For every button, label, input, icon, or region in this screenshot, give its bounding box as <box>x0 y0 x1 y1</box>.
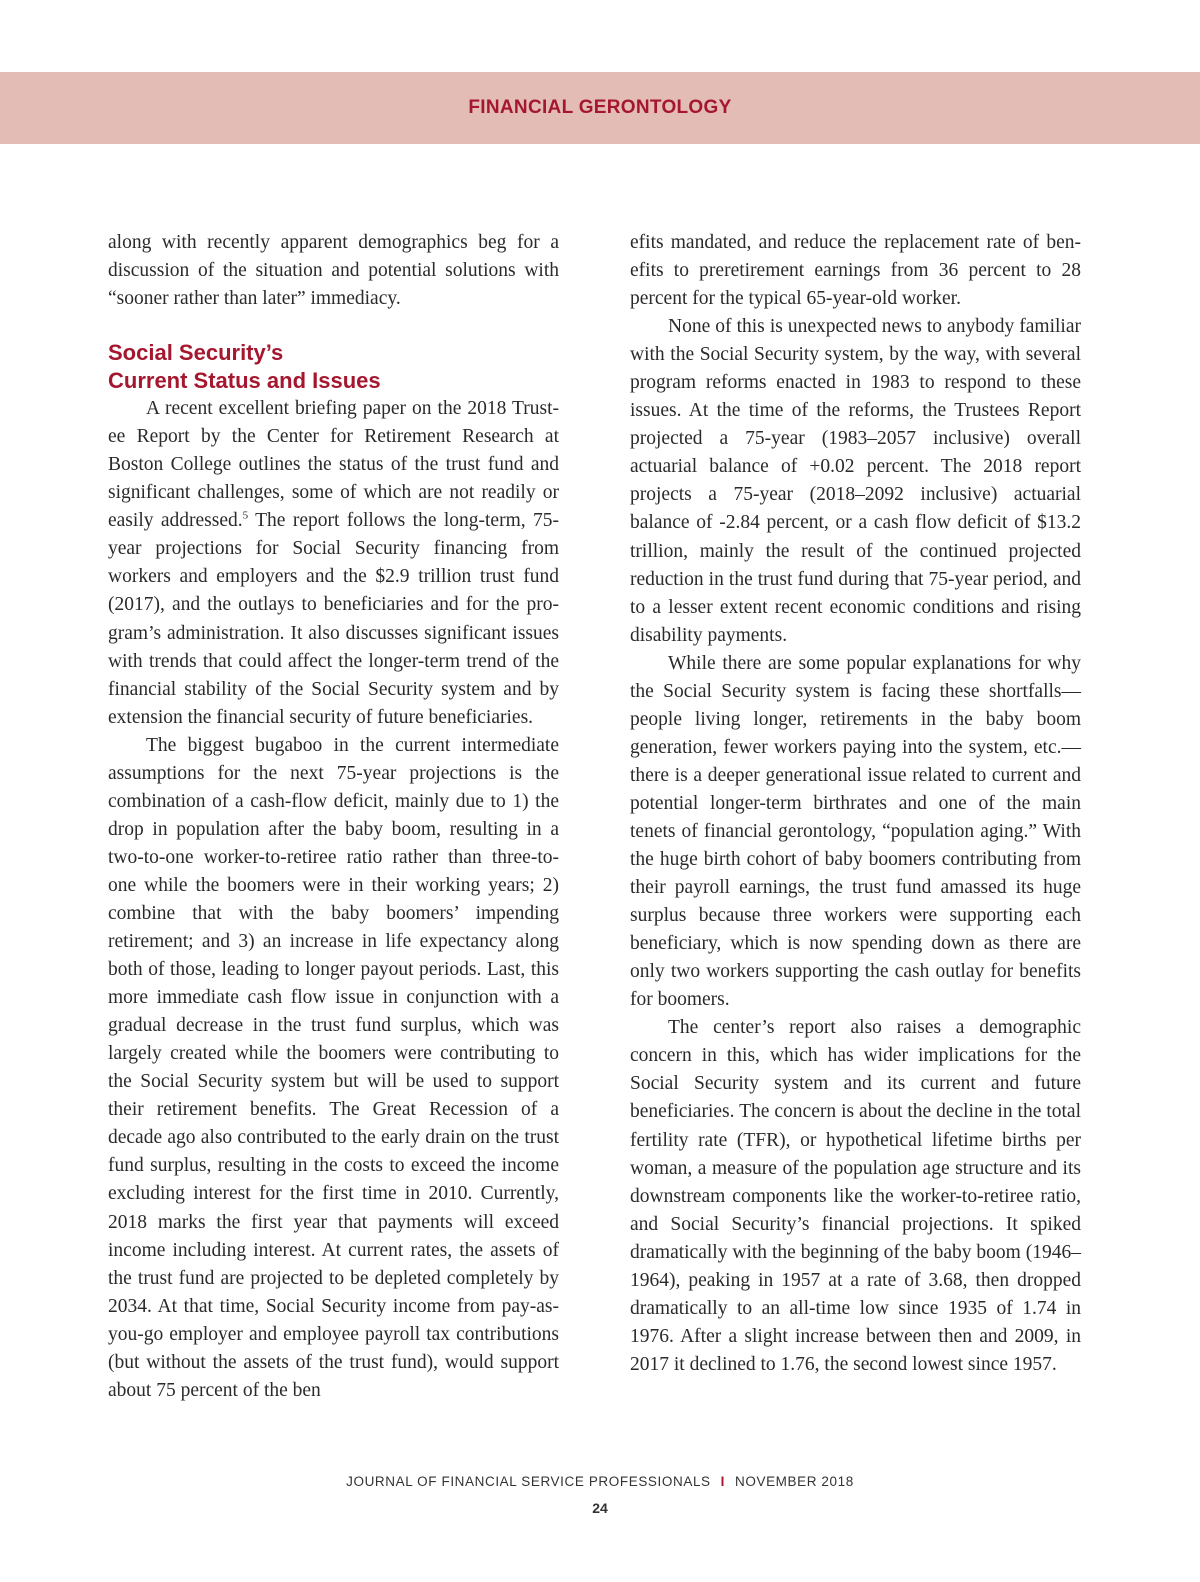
header-banner <box>0 72 1200 144</box>
section-heading-line2: Current Status and Issues <box>108 368 381 394</box>
footnote-reference: 5 <box>242 509 249 522</box>
page-footer <box>0 1474 1200 1489</box>
section-heading-line1: Social Security’s <box>108 340 284 366</box>
section-title: FINANCIAL GERONTOLOGY <box>468 97 732 118</box>
body-paragraph-5: The center’s report also raises a demographic concern in this, which has wider implications for the Social Security system and its current and future beneficiaries. The concern is about the decline in the total fertility rate (TFR), or hypothetical lifetime births per woman, a measure of the population age structure and its downstream components like the worker-to-retiree ratio, and Social Security’s financial projections. It spiked dramatically with the beginning of the baby boom (1946–1964), peaking in 1957 at a rate of 3.68, then dropped dramatically to an all-time low since 1935 of 1.74 in 1976. After a slight increase between then and 2009, in 2017 it declined to 1.76, the second lowest since 1957. <box>630 1017 1081 1375</box>
journal-name: JOURNAL OF FINANCIAL SERVICE PROFESSIONALS <box>346 1474 711 1489</box>
body-paragraph-continued: efits mandated, and reduce the replacement rate of benefits to preretirement earnings from 36 percent to 28 percent for the typical 65-year-old worker. <box>630 232 1081 310</box>
body-paragraph-3: None of this is unexpected news to anybody familiar with the Social Security system, by the way, with several program reforms enacted in 1983 to respond to these issues. At the time of the reforms, the Trustees Report projected a 75-year (1983–2057 inclusive) overall actuarial balance of +0.02 percent. The 2018 report projects a 75-year (2018–2092 inclusive) actuarial balance of -2.84 percent, or a cash flow deficit of $13.2 trillion, mainly the result of the continued projected reduction in the trust fund during that 75-year period, and to a lesser extent recent economic conditions and rising disability payments. <box>630 316 1081 646</box>
body-paragraph-1 <box>108 395 559 732</box>
page-number: 24 <box>592 1500 608 1516</box>
body-paragraph-2: The biggest bugaboo in the current intermediate assumptions for the next 75-year projections is the combination of a cash-flow deficit, mainly due to 1) the drop in population after the baby boom, resulting in a two-to-one worker-to-retiree ratio rather than three-to-one while the boomers were in their working years; 2) combine that with the baby boomers’ impending retirement; and 3) an increase in life expectancy along both of those, leading to longer payout periods. Last, this more immediate cash flow issue in conjunction with a gradual decrease in the trust fund surplus, which was largely created while the boomers were contributing to the Social Security system but will be used to support their retirement benefits. The Great Recession of a decade ago also contributed to the early drain on the trust fund surplus, resulting in the costs to exceed the income excluding interest for the first time in 2010. Currently, 2018 marks the first year that payments will exceed income including interest. At current rates, the assets of the trust fund are projected to be depleted completely by 2034. At that time, Social Security income from pay-as-you-go employer and employee payroll tax contributions (but without the assets of the trust fund), would support about 75 percent of the ben <box>108 734 559 1401</box>
footer-separator: I <box>720 1474 726 1489</box>
left-column <box>108 229 559 1405</box>
body-paragraph-4: While there are some popular explanations for why the Social Security system is facing these shortfalls—people living longer, retirements in the baby boom generation, fewer workers paying into the system, etc.—there is a deeper generational issue related to current and potential longer-term birthrates and one of the main tenets of financial gerontology, “population aging.” With the huge birth cohort of baby boomers contributing from their payroll earnings, the trust fund amassed its huge surplus because three workers were supporting each beneficiary, which is now spending down as there are only two workers supporting the cash outlay for benefits for boomers. <box>630 652 1081 1011</box>
issue-date: NOVEMBER 2018 <box>735 1474 854 1489</box>
paragraph-text: The report follows the long-term, 75-year projections for Social Security financing from workers and employers and the $2.9 trillion trust fund (2017), and the outlays to beneficiaries and for the program’s administration. It also discusses significant issues with trends that could affect the longer-term trend of the financial stability of the Social Security system and by extension the financial security of future beneficiaries. <box>108 510 559 728</box>
intro-paragraph: along with recently apparent demographics beg for a discussion of the situation and potential solutions with “sooner rather than later” immediacy. <box>108 232 559 310</box>
paragraph-text: A recent excellent briefing paper on the 2018 Trustee Report by the Center for Retirement Research at Boston College outlines the status of the trust fund and significant challenges, some of which are not readily or easily addressed. <box>108 398 559 532</box>
section-heading <box>108 339 559 395</box>
right-column <box>630 229 1081 1379</box>
